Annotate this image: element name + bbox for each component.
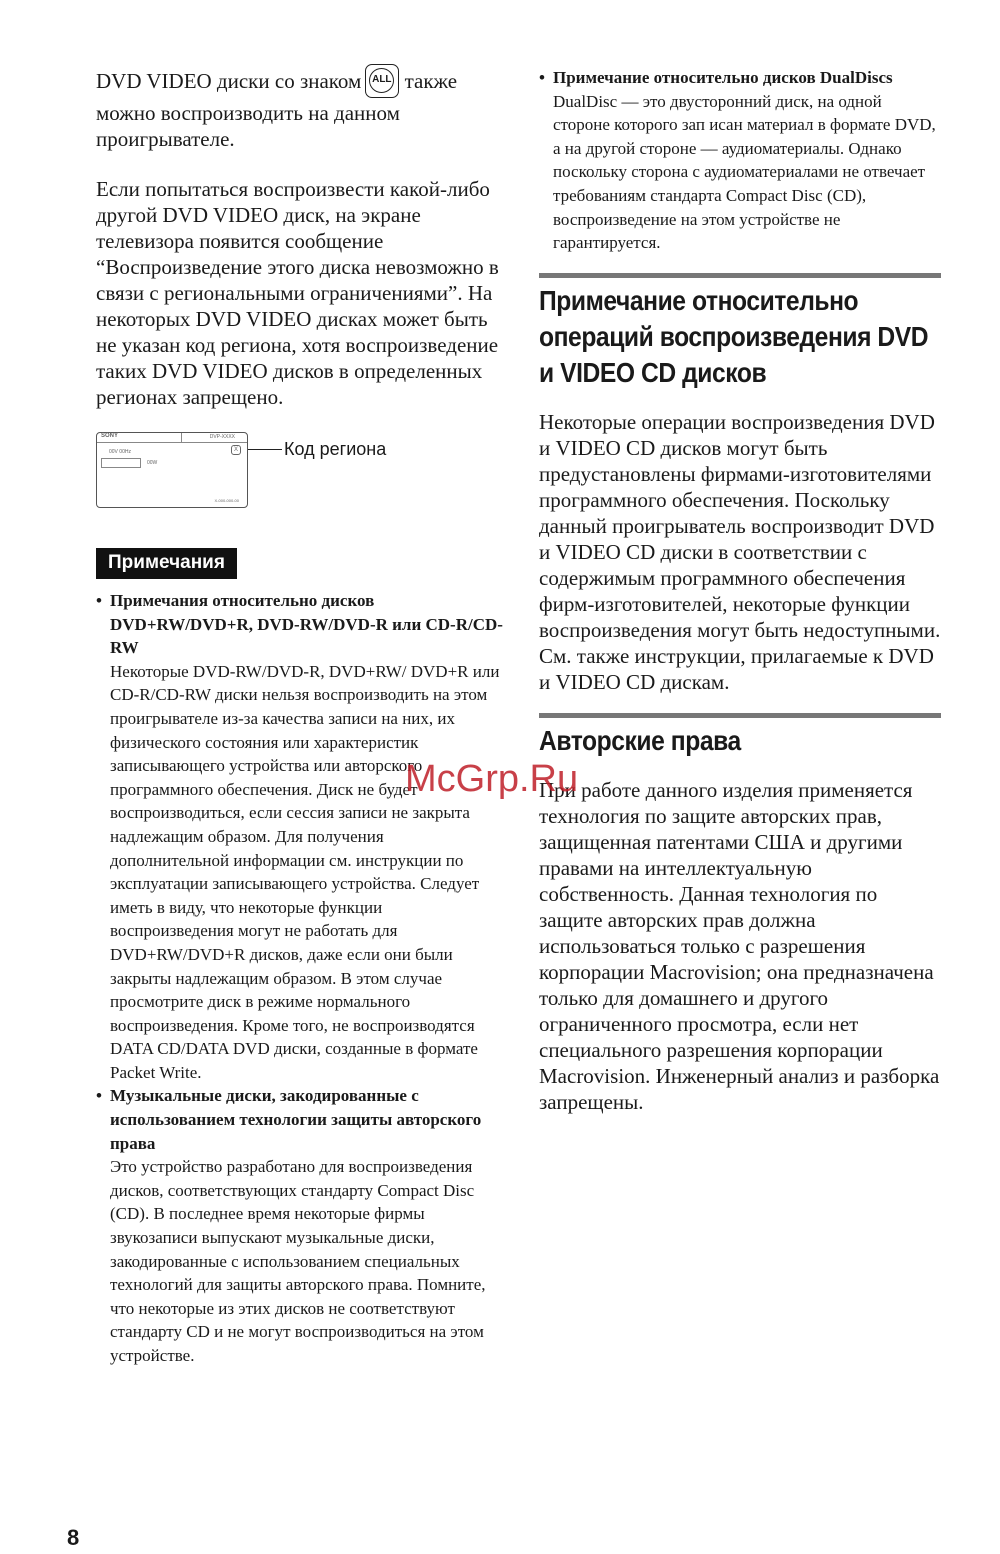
section-rule xyxy=(539,273,941,278)
region-code-label: Код региона xyxy=(284,439,387,459)
plate-brand: SONY xyxy=(101,433,119,439)
note-item xyxy=(96,589,506,1084)
note-title: • Музыкальные диски, закодированные с использованием технологии защиты авторского права xyxy=(110,1086,482,1153)
dualdisc-text: DualDisc — это двусторонний диск, на одной стороне которого зап исан материал в формате DVD, а на другой стороне — аудиоматериалы. Однако поскольку сторона с аудиоматериалами не отвечает требованиям стандарта Compact Disc (CD), воспроизведение на этом устройстве не гарантируется. xyxy=(553,91,936,253)
intro-line: DVD VIDEO диски со знаком xyxy=(96,68,362,93)
plate-region-code: X xyxy=(231,445,241,455)
plate-model: DVP-XXXX xyxy=(209,434,235,440)
watermark: McGrp.Ru xyxy=(405,758,579,800)
left-column xyxy=(96,66,506,1368)
intro-rest: также можно воспроизводить на данном проигрывателе. xyxy=(96,68,458,151)
note-item xyxy=(96,1084,506,1367)
dualdisc-title: • Примечание относительно дисков DualDiscs xyxy=(553,68,893,87)
page-number: 8 xyxy=(67,1525,80,1550)
intro-paragraph xyxy=(96,66,506,152)
note-title: • Примечания относительно дисков DVD+RW/DVD+R, DVD-RW/DVD-R или CD-R/CD-RW xyxy=(110,591,503,658)
notes-list xyxy=(96,589,506,1368)
plate-voltage: 00V 00Hz xyxy=(109,449,131,455)
right-column xyxy=(539,66,941,1115)
note-text: Некоторые DVD-RW/DVD-R, DVD+RW/ DVD+R или CD-R/CD-RW диски нельзя воспроизводить на этом проигрывателе из-за качества записи на них, их физического состояния или характеристик записывающего устройства или авторского программного обеспечения. Диск не будет воспроизводиться, если сессия записи не закрыта надлежащим образом. Для получения дополнительной информации см. инструкции по эксплуатации записывающего устройства. Следует иметь в виду, что некоторые функции воспроизведения могут не работать для DVD+RW/DVD+R дисков, даже если они были закрыты надлежащим образом. В этом случае просмотрите диск в режиме нормального воспроизведения. Кроме того, не воспроизводятся DATA CD/DATA DVD диски, созданные в формате Packet Write. xyxy=(110,661,500,1082)
playback-section xyxy=(539,273,941,695)
region-code-figure xyxy=(96,432,506,514)
notes-header: Примечания xyxy=(96,548,237,579)
rating-plate-illustration xyxy=(96,432,248,508)
callout-line xyxy=(248,449,282,450)
region-paragraph: Если попытаться воспроизвести какой-либо другой DVD VIDEO диск, на экране телевизора появится сообщение “Воспроизведение этого диска невозможно в связи с региональными ограничениями”. На некоторых DVD VIDEO дисках может быть не указан код региона, хотя воспроизведение таких DVD VIDEO дисков в определенных регионах запрещено. xyxy=(96,177,499,409)
section-body: При работе данного изделия применяется технология по защите авторских прав, защищенная патентами США и другими правами на интеллектуальную собственность. Данная технология по защите авторских прав должна использоваться только с разрешения корпорации Macrovision; она предназначена только для домашнего и другого ограниченного просмотра, если нет специального разрешения корпорации Macrovision. Инженерный анализ и разборка запрещены. xyxy=(539,777,940,1114)
plate-serial: X-000-000-00 xyxy=(214,498,239,503)
section-heading: Примечание относительно операций воспроизведения DVD и VIDEO CD дисков xyxy=(539,284,929,388)
section-rule xyxy=(539,713,941,718)
section-body: Некоторые операции воспроизведения DVD и VIDEO CD дисков могут быть предустановлены фирмами-изготовителями программного обеспечения. Поскольку данный проигрыватель воспроизводит DVD и VIDEO CD диски в соответствии с содержимым программного обеспечения фирм-изготовителей, некоторые функции воспроизведения могут быть недоступными. См. также инструкции, прилагаемые к DVD и VIDEO CD дискам. xyxy=(539,409,941,694)
copyright-section xyxy=(539,713,941,1115)
region-all-icon-text: ALL xyxy=(369,68,394,93)
dualdisc-note-list xyxy=(539,66,941,255)
note-item xyxy=(539,66,941,255)
plate-wattage: 00W xyxy=(147,460,158,466)
note-text: Это устройство разработано для воспроизведения дисков, соответствующих стандарту Compact Disc (CD). В последнее время некоторые фирмы звукозаписи выпускают музыкальные диски, закодированные с использованием специальных технологий для защиты авторского права. Помните, что некоторые из этих дисков не соответствуют стандарту CD и не могут воспроизводиться на этом устройстве. xyxy=(110,1157,486,1365)
region-all-icon xyxy=(365,64,399,98)
section-heading: Авторские права xyxy=(539,724,741,756)
